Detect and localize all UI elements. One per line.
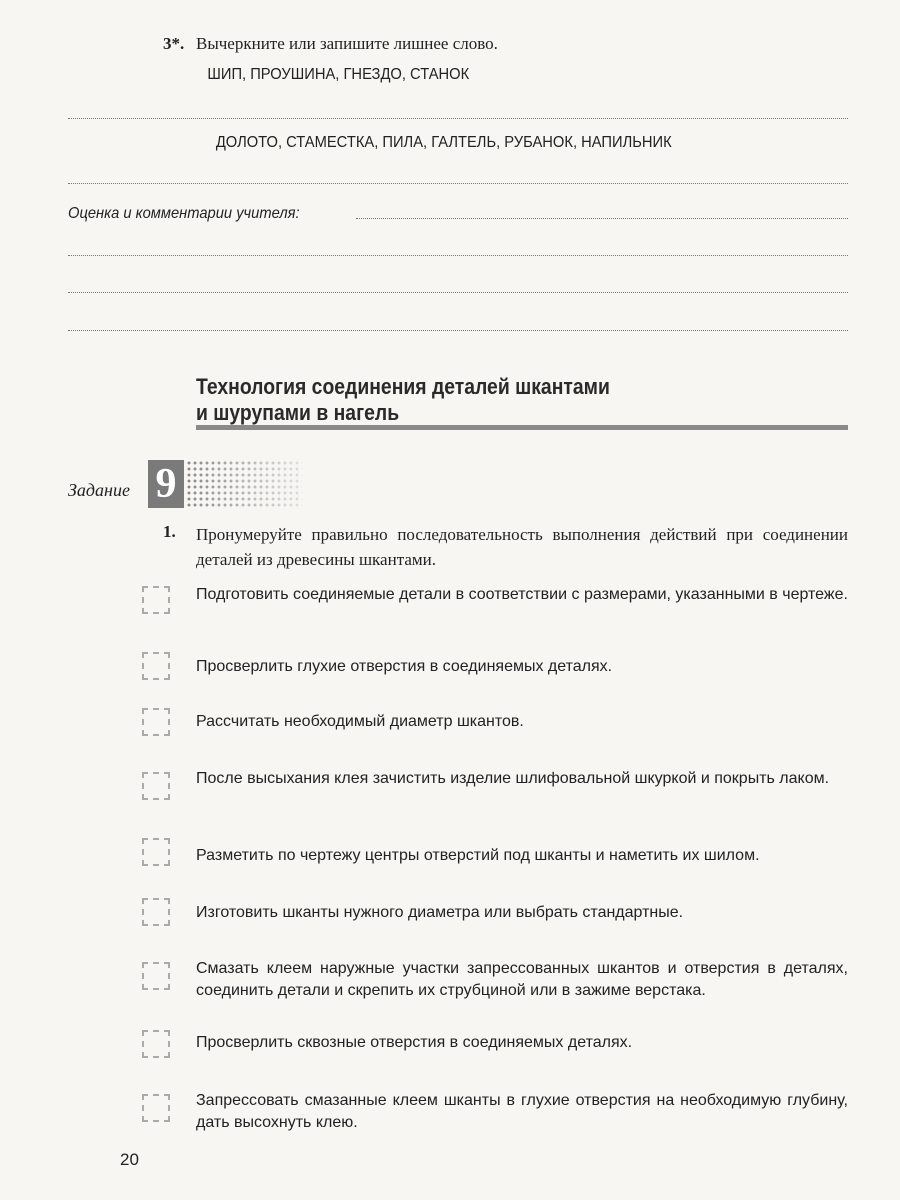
question-3-number: 3*. [163, 34, 185, 53]
order-box-3[interactable] [142, 708, 170, 736]
order-box-5[interactable] [142, 838, 170, 866]
order-box-4[interactable] [142, 772, 170, 800]
task-number-badge: 9 [148, 460, 184, 508]
order-box-9[interactable] [142, 1094, 170, 1122]
order-box-8[interactable] [142, 1030, 170, 1058]
comment-line-3[interactable] [68, 292, 848, 293]
section-title-line-1: Технология соединения деталей шкантами [196, 374, 610, 399]
question-3-prompt: Вычеркните или запишите лишнее слово. [196, 34, 498, 53]
page-number: 20 [120, 1150, 139, 1169]
step-item: Рассчитать необходимый диаметр шкантов. [196, 713, 524, 730]
step-item: Смазать клеем наружные участки запрессованных шкантов и отверстия в деталях, соединить детали и скрепить их струбциной или в зажиме верстака. [196, 960, 848, 999]
order-box-6[interactable] [142, 898, 170, 926]
step-item: После высыхания клея зачистить изделие шлифовальной шкуркой и покрыть лаком. [196, 770, 830, 787]
step-item: Просверлить глухие отверстия в соединяемых деталях. [196, 658, 613, 675]
answer-line-1[interactable] [68, 118, 848, 119]
teacher-comment-label: Оценка и комментарии учителя: [68, 205, 300, 222]
task-label: Задание [68, 480, 130, 500]
answer-line-2[interactable] [68, 183, 848, 184]
section-divider [196, 425, 848, 430]
comment-line-2[interactable] [68, 255, 848, 256]
question-1-number: 1. [163, 522, 176, 541]
question-1-prompt: Пронумеруйте правильно последовательность выполнения действий при соединении деталей из древесины шкантами. [196, 525, 848, 569]
step-item: Изготовить шканты нужного диаметра или выбрать стандартные. [196, 904, 684, 921]
step-item: Запрессовать смазанные клеем шканты в глухие отверстия на необходимую глубину, дать высохнуть клею. [196, 1092, 848, 1131]
halftone-decoration [186, 460, 302, 508]
word-group-2: ДОЛОТО, СТАМЕСТКА, ПИЛА, ГАЛТЕЛЬ, РУБАНОК, НАПИЛЬНИК [215, 134, 672, 151]
comment-line-1[interactable] [356, 218, 848, 219]
section-title-line-2: и шурупами в нагель [196, 400, 400, 425]
step-item: Разметить по чертежу центры отверстий под шканты и наметить их шилом. [196, 847, 760, 864]
step-item: Просверлить сквозные отверстия в соединяемых деталях. [196, 1034, 633, 1051]
order-box-7[interactable] [142, 962, 170, 990]
step-item: Подготовить соединяемые детали в соответствии с размерами, указанными в чертеже. [196, 586, 848, 603]
order-box-2[interactable] [142, 652, 170, 680]
order-box-1[interactable] [142, 586, 170, 614]
word-group-1: ШИП, ПРОУШИНА, ГНЕЗДО, СТАНОК [207, 66, 470, 83]
comment-line-4[interactable] [68, 330, 848, 331]
